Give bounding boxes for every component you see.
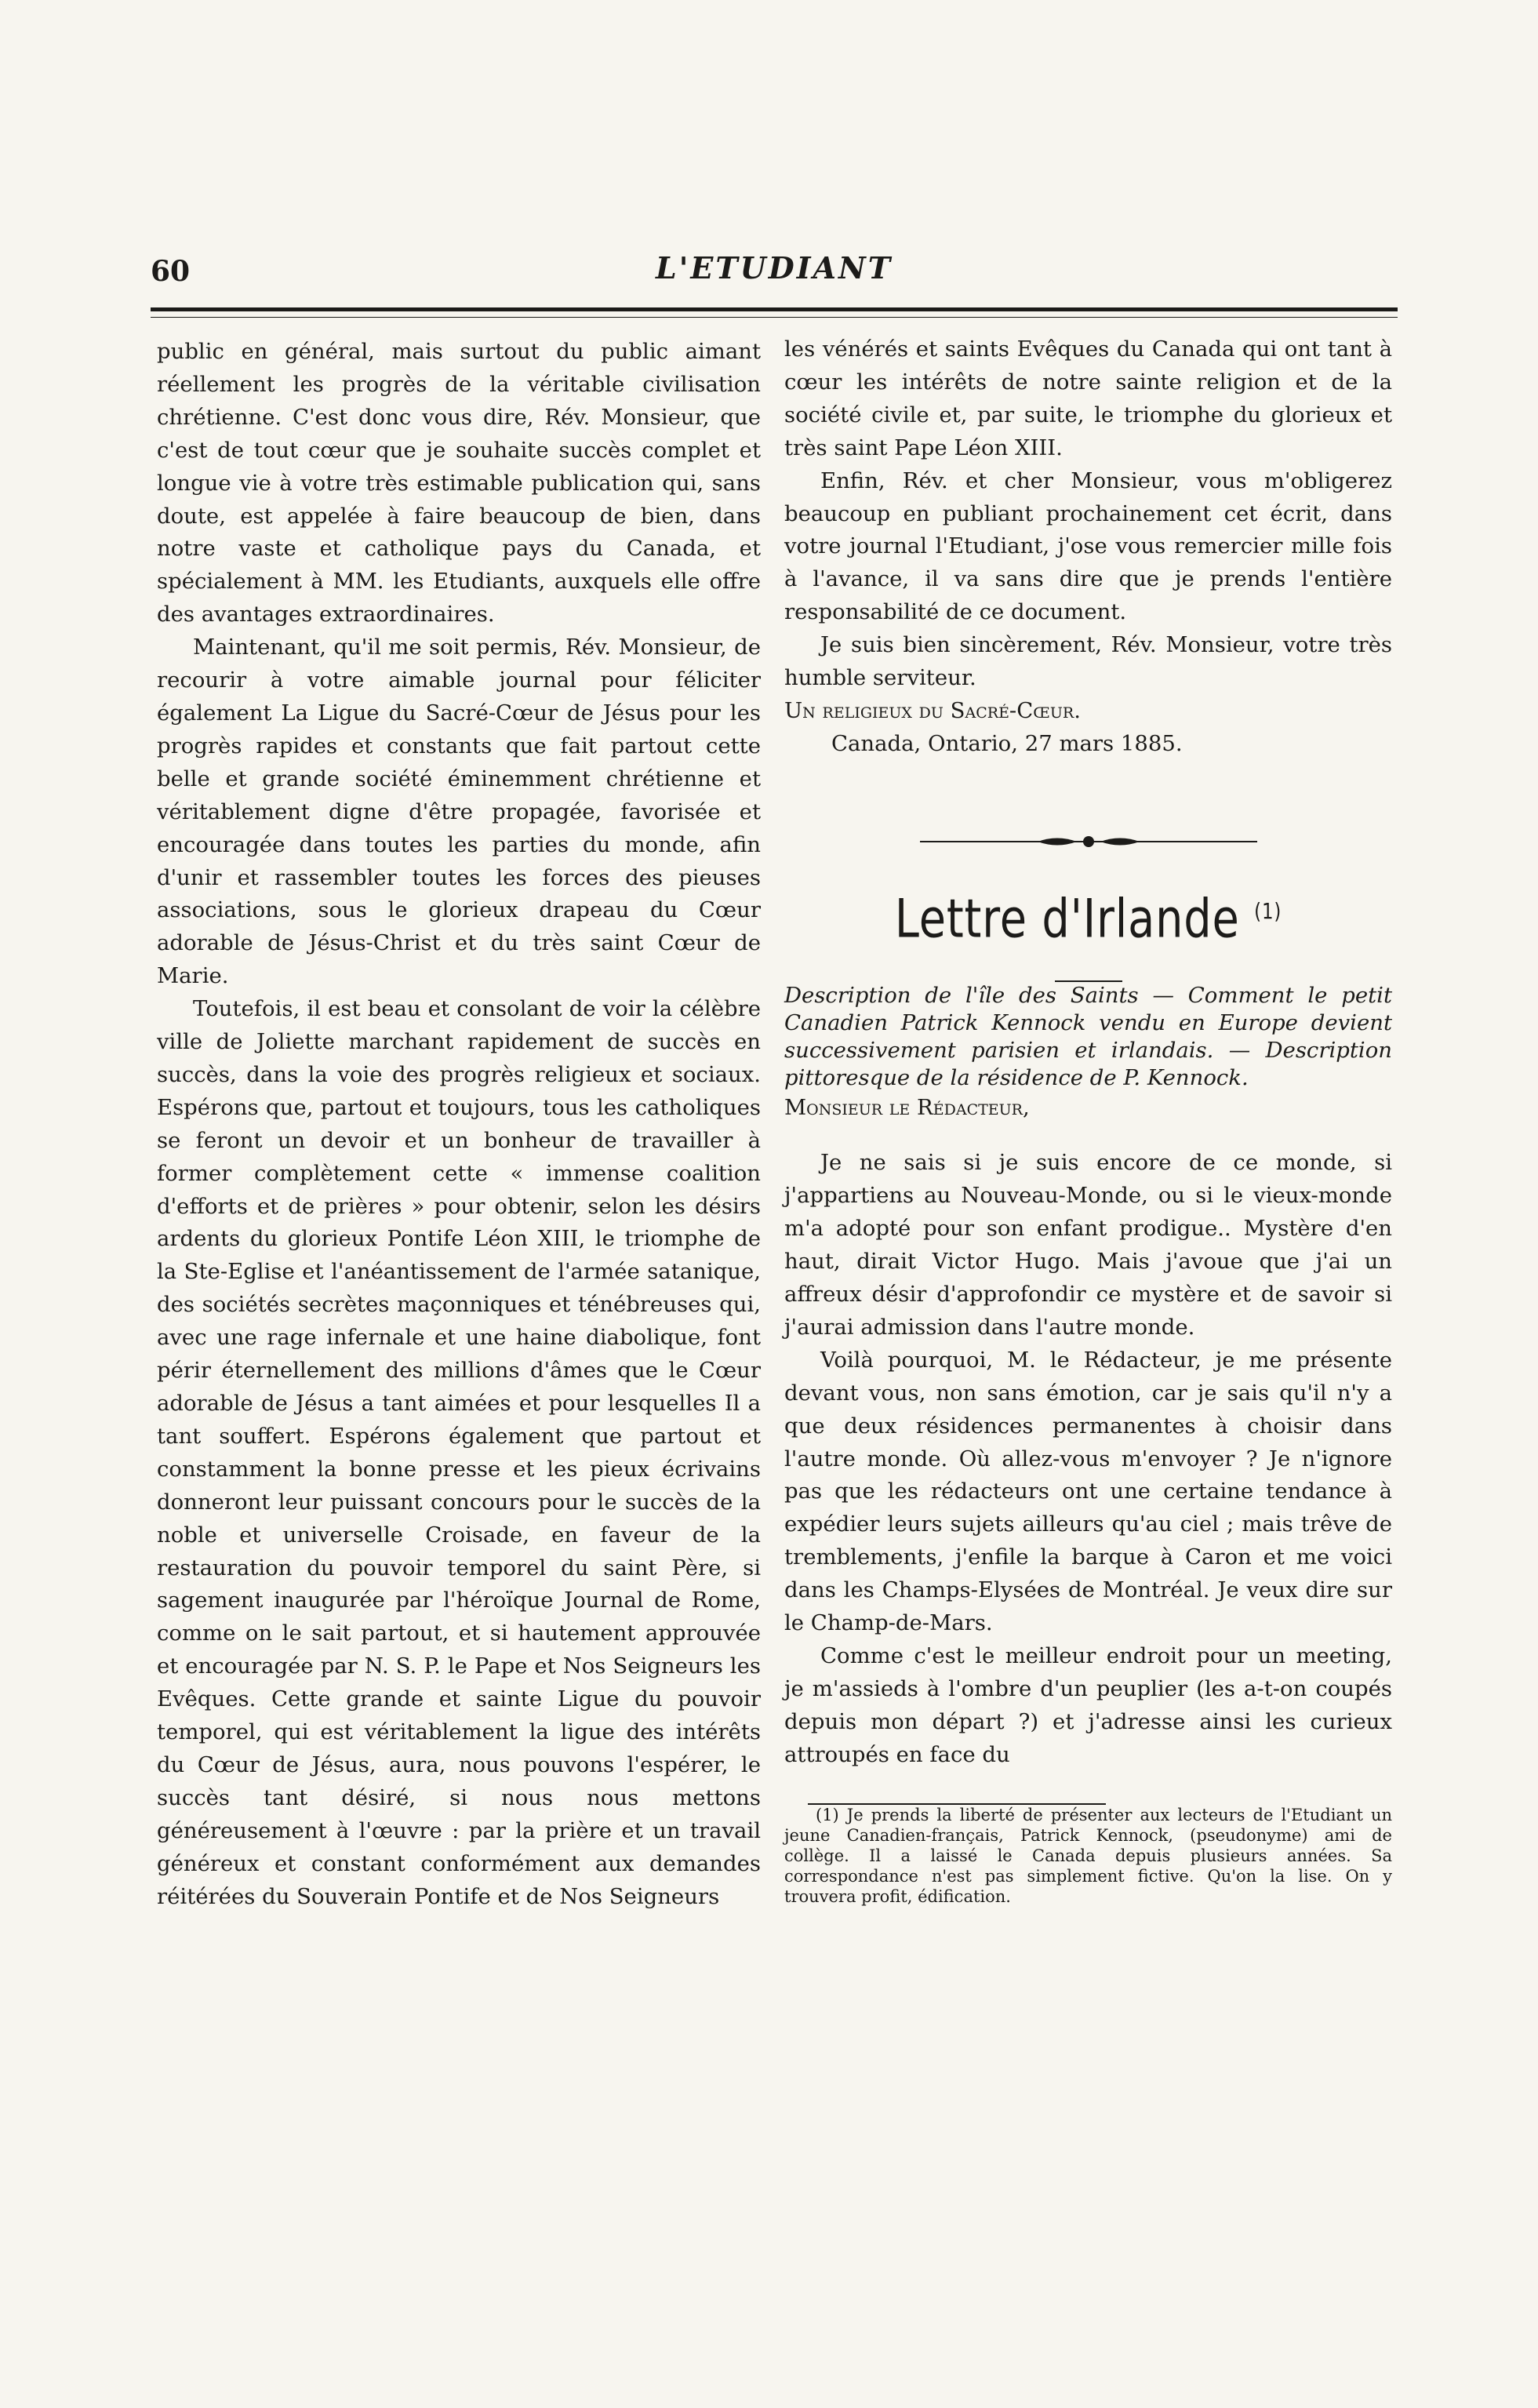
footnote: (1) Je prends la liberté de présenter aux lecteurs de l'Etudiant un jeune Canadien-français, Patrick Kennock, (pseudonyme) ami de collège. Il a laissé le Canada depuis plusieurs années. Sa correspondance n'est pas simplement fictive. Qu'on la lise. On y trouvera profit, édification. — [784, 1805, 1392, 1906]
footnote-mark: (1) — [1254, 897, 1282, 924]
salutation: Monsieur le Rédacteur, — [784, 1095, 1030, 1121]
paragraph: Je ne sais si je suis encore de ce monde, si j'appartiens au Nouveau-Monde, ou si le vieux-monde m'a adopté pour son enfant prodigue.. Mystère d'en haut, dirait Victor Hugo. Mais j'avoue que j'ai un affreux désir d'approfondir ce mystère et de savoir si j'aurai admission dans l'autre monde. — [784, 1150, 1392, 1340]
article-title — [839, 882, 1338, 950]
left-column — [157, 336, 761, 1914]
paragraph: public en général, mais surtout du public aimant réellement les progrès de la véritable civilisation chrétienne. C'est donc vous dire, Rév. Monsieur, que c'est de tout cœur que je souhaite succès complet et longue vie à votre très estimable publication qui, sans doute, est appelée à faire beaucoup de bien, dans notre vaste et catholique pays du Canada, et spécialement à MM. les Etudiants, auxquels elle offre des avantages extraordinaires. — [157, 339, 761, 627]
ornament-divider — [920, 833, 1257, 850]
signature: Un religieux du Sacré-Cœur. — [784, 697, 1081, 723]
header-rule — [151, 307, 1398, 311]
paragraph: Je suis bien sincèrement, Rév. Monsieur, votre très humble serviteur. — [784, 632, 1392, 691]
dateline: Canada, Ontario, 27 mars 1885. — [831, 730, 1183, 756]
paragraph: les vénérés et saints Evêques du Canada qui ont tant à cœur les intérêts de notre sainte religion et de la société civile et, par suite, le triomphe du glorieux et très saint Pape Léon XIII. — [784, 336, 1392, 460]
article-title-text: Lettre d'Irlande — [894, 888, 1240, 951]
journal-title: L'ETUDIANT — [656, 250, 893, 286]
spacer — [784, 1125, 1392, 1147]
paragraph: Enfin, Rév. et cher Monsieur, vous m'obligerez beaucoup en publiant prochainement cet écrit, dans votre journal l'Etudiant, j'ose vous remercier mille fois à l'avance, il va sans dire que je prends l'entière responsabilité de ce document. — [784, 467, 1392, 625]
right-column — [784, 333, 1392, 1907]
article-subtitle: Description de l'île des Saints — Comment le petit Canadien Patrick Kennock vendu en Europe devient successivement parisien et irlandais. — Description pittoresque de la résidence de P. Kennock. — [784, 983, 1392, 1091]
paragraph: Toutefois, il est beau et consolant de voir la célèbre ville de Joliette marchant rapidement de succès en succès, dans la voie des progrès religieux et sociaux. Espérons que, partout et toujours, tous les catholiques se feront un devoir et un bonheur de travailler à former complètement cette « immense coalition d'efforts et de prières » pour obtenir, selon les désirs ardents du glorieux Pontife Léon XIII, le triomphe de la Ste-Eglise et l'anéantissement de l'armée satanique, des sociétés secrètes maçonniques et ténébreuses qui, avec une rage infernale et une haine diabolique, font périr éternellement des millions d'âmes que le Cœur adorable de Jésus a tant aimées et pour lesquelles Il a tant souffert. Espérons également que partout et constamment la bonne presse et les pieux écrivains donneront leur puissant concours pour le succès de la noble et universelle Croisade, en faveur de la restauration du pouvoir temporel du saint Père, si sagement inaugurée par l'héroïque Journal de Rome, comme on le sait partout, et si hautement approuvée et encouragée par N. S. P. le Pape et Nos Seigneurs les Evêques. Cette grande et sainte Ligue du pouvoir temporel, qui est véritablement la ligue des intérêts du Cœur de Jésus, aura, nous pouvons l'espérer, le succès tant désiré, si nous nous mettons généreusement à l'œuvre : par la prière et un travail généreux et constant conformément aux demandes réitérées du Souverain Pontife et de Nos Seigneurs — [157, 996, 761, 1909]
paragraph: Voilà pourquoi, M. le Rédacteur, je me présente devant vous, non sans émotion, car je sais qu'il n'y a que deux résidences permanentes à choisir dans l'autre monde. Où allez-vous m'envoyer ? Je n'ignore pas que les rédacteurs ont une certaine tendance à expédier leurs sujets ailleurs qu'au ciel ; mais trêve de tremblements, j'enfile la barque à Caron et me voici dans les Champs-Elysées de Montréal. Je veux dire sur le Champ-de-Mars. — [784, 1347, 1392, 1636]
paragraph: Comme c'est le meilleur endroit pour un meeting, je m'assieds à l'ombre d'un peuplier (les a-t-on coupés depuis mon départ ?) et j'adresse ainsi les curieux attroupés en face du — [784, 1642, 1392, 1767]
page-number: 60 — [151, 255, 191, 288]
paragraph: Maintenant, qu'il me soit permis, Rév. Monsieur, de recourir à votre aimable journal pour féliciter également La Ligue du Sacré-Cœur de Jésus pour les progrès rapides et constants que fait partout cette belle et grande société éminemment chrétienne et véritablement digne d'être propagée, favorisée et encouragée dans toutes les parties du monde, afin d'unir et rassembler toutes les forces des pieuses associations, sous le glorieux drapeau du Cœur adorable de Jésus-Christ et du très saint Cœur de Marie. — [157, 635, 761, 989]
running-head — [151, 247, 1398, 294]
header-rule-thin — [151, 317, 1398, 318]
